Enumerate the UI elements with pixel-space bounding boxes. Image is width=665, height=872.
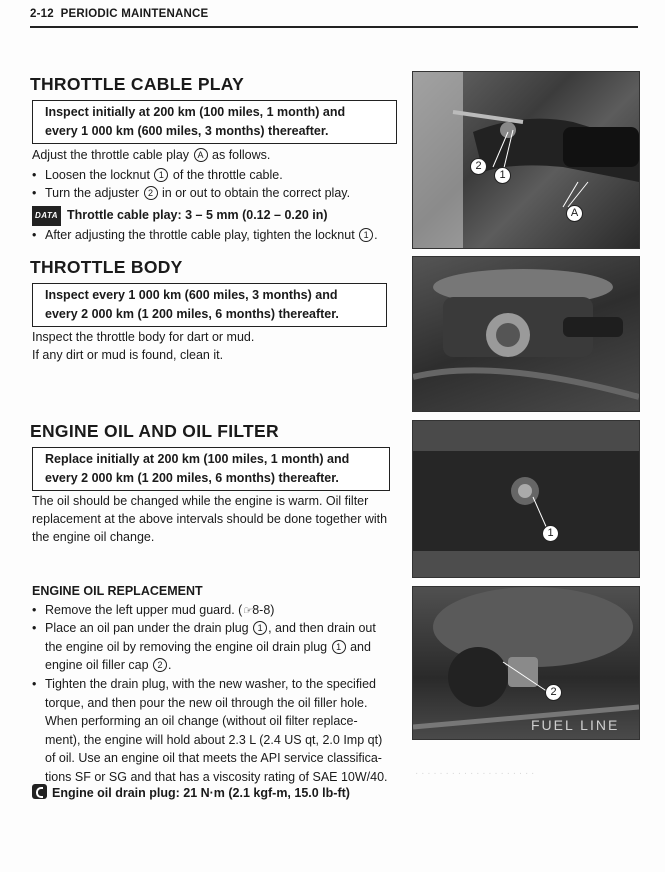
bullet-loosen-locknut: • Loosen the locknut 1 of the throttle cable. [32,168,283,182]
label-2-icon: 2 [470,158,487,175]
filler-cap-photo [412,586,640,740]
drain-plug-illustration [413,421,639,577]
label-1-icon: 1 [494,167,511,184]
throttle-cable-interval-box [32,100,397,144]
throttle-body-text-1: Inspect the throttle body for dart or mud. [32,330,255,344]
interval-line-1: Replace initially at 200 km (100 miles, 1 month) and [45,452,350,466]
data-icon: DATA [32,206,61,226]
throttle-body-illustration [413,257,639,411]
throttle-cable-intro: Adjust the throttle cable play A as follows. [32,148,271,162]
ref-1-icon: 1 [253,621,267,635]
ref-1-icon: 1 [154,168,168,182]
reference-arrow-icon: ☞ [242,605,253,617]
throttle-body-text-2: If any dirt or mud is found, clean it. [32,348,224,362]
oil-replacement-subtitle: ENGINE OIL REPLACEMENT [32,584,203,598]
bullet-turn-adjuster: • Turn the adjuster 2 in or out to obtain the correct play. [32,186,351,200]
page-header [30,8,208,20]
engine-oil-text-3: the engine oil change. [32,530,155,544]
bullet-drain-oil: • Place an oil pan under the drain plug 1 , and then drain out the engine oil by removing the engine oil drain plug 1 and engine oil filler cap 2 . [32,621,376,672]
interval-line-2: every 1 000 km (600 miles, 3 months) thereafter. [45,124,329,138]
interval-line-1: Inspect every 1 000 km (600 miles, 3 months) and [45,288,338,302]
throttle-body-title: THROTTLE BODY [30,257,183,277]
engine-oil-text-1: The oil should be changed while the engine is warm. Oil filter [32,494,369,508]
ghost-heading: FUEL LINE [531,717,620,733]
ref-2-icon: 2 [144,186,158,200]
drain-plug-torque-spec: Engine oil drain plug: 21 N·m (2.1 kgf-m, 15.0 lb-ft) [32,784,350,802]
throttle-body-photo [412,256,640,412]
label-1-icon: 1 [542,525,559,542]
throttle-grip-photo [412,71,640,249]
engine-oil-text-2: replacement at the above intervals should be done together with [32,512,388,526]
throttle-grip-illustration [413,72,639,248]
ghost-text: · · · · · · · · · · · · · · · · · · · · [415,768,535,779]
page-number: 2-12 [30,8,54,20]
label-a-icon: A [566,205,583,222]
bullet-tighten-drain-plug: • Tighten the drain plug, with the new washer, to the specified torque, and then pour the new oil through the oil filler hole. When performing an oil change (without oil filter replace- ment), the engine will hold about 2.3 L (2.4 US qt, 2.0 Imp qt) of oil. Use an engine oil that meets the API service classifica- tions SF or SG and that has a viscosity rating of SAE 10W/40. [32,677,388,784]
header-rule [30,26,638,28]
ref-2-icon: 2 [153,658,167,672]
bullet-remove-mud-guard: • Remove the left upper mud guard. (☞8-8) [32,603,275,617]
interval-line-1: Inspect initially at 200 km (100 miles, 1 month) and [45,105,346,119]
engine-oil-title: ENGINE OIL AND OIL FILTER [30,421,279,441]
ref-a-icon: A [194,148,208,162]
throttle-body-interval-box [32,283,387,327]
interval-line-2: every 2 000 km (1 200 miles, 6 months) thereafter. [45,471,339,485]
drain-plug-photo [412,420,640,578]
label-2-icon: 2 [545,684,562,701]
torque-wrench-icon [32,784,47,799]
bullet-tighten-locknut: • After adjusting the throttle cable play, tighten the locknut 1 . [32,228,378,242]
section-name: PERIODIC MAINTENANCE [60,8,209,20]
ref-1-icon: 1 [359,228,373,242]
throttle-cable-spec: DATA Throttle cable play: 3 – 5 mm (0.12 – 0.20 in) [32,206,328,226]
ref-1-icon: 1 [332,640,346,654]
throttle-cable-title: THROTTLE CABLE PLAY [30,74,245,94]
engine-oil-interval-box [32,447,390,491]
interval-line-2: every 2 000 km (1 200 miles, 6 months) thereafter. [45,307,339,321]
